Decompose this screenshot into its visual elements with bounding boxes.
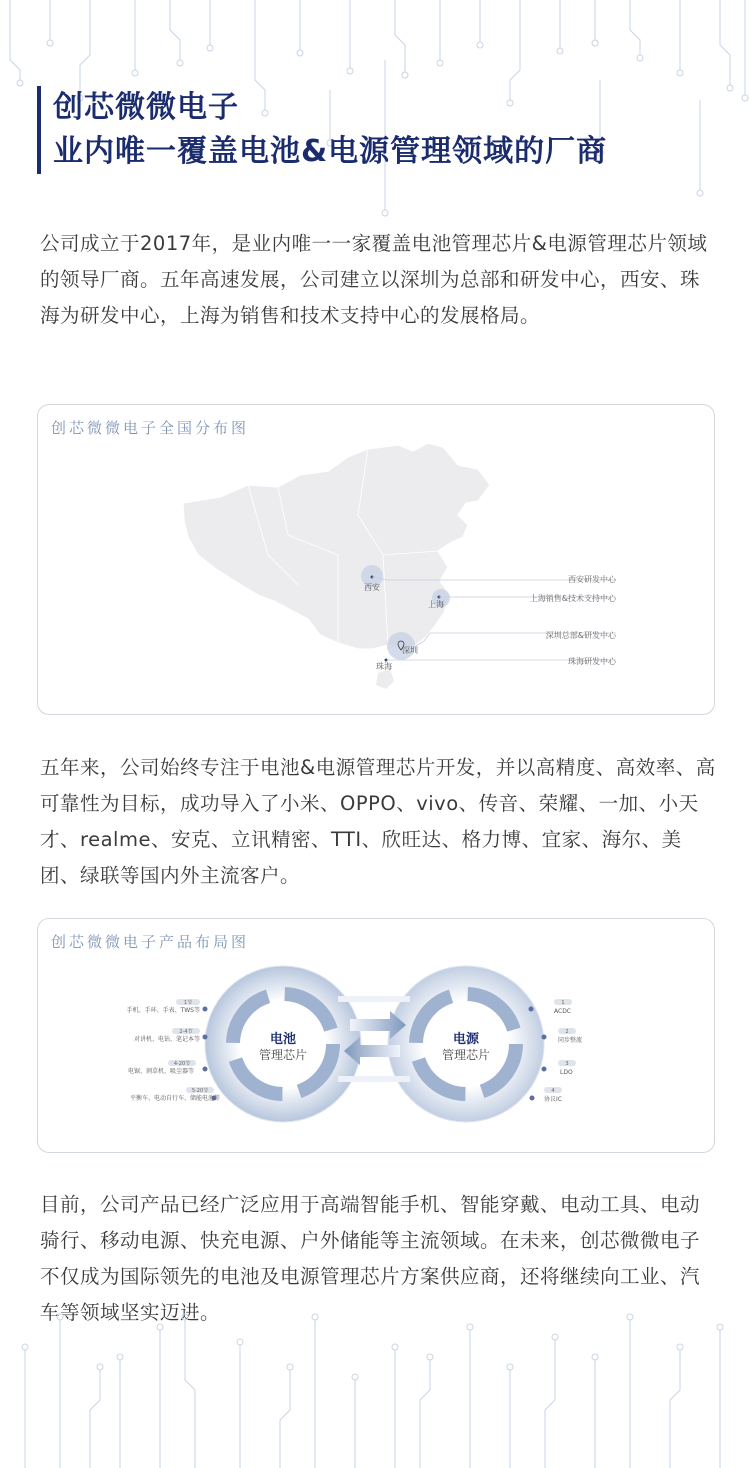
city-label-xian: 西安 — [364, 583, 380, 592]
closing-paragraph: 目前，公司产品已经广泛应用于高端智能手机、智能穿戴、电动工具、电动骑行、移动电源、快充电源、户外储能等主流领域。在未来，创芯微微电子不仅成为国际领先的电池及电源管理芯片方案供应商，还将继续向工业、汽车等领域坚实迈进。 — [40, 1193, 701, 1324]
china-map — [38, 405, 714, 714]
battery-item-4-text: 平衡车、电动自行车、储能电池等 — [129, 1095, 220, 1102]
city-label-shenzhen: 深圳 — [402, 646, 418, 655]
power-item-4-text: 协议IC — [544, 1096, 562, 1103]
power-item-3-badge: 3 — [565, 1061, 569, 1067]
battery-item-1-badge: 1节 — [183, 1000, 193, 1006]
battery-item-4-badge: 5-20节 — [191, 1088, 209, 1094]
page-title — [37, 86, 607, 174]
product-diagram — [38, 919, 714, 1152]
product-layout-card — [37, 918, 715, 1153]
power-item-1-badge: 1 — [561, 1000, 565, 1006]
callout-xian: 西安研发中心 — [568, 575, 616, 584]
product-layout-title: 创芯微微电子产品布局图 — [51, 933, 250, 951]
power-item-4-badge: 4 — [551, 1088, 555, 1094]
callout-shanghai: 上海销售&技术支持中心 — [529, 594, 616, 603]
city-label-shanghai: 上海 — [428, 600, 444, 609]
intro-paragraph: 公司成立于2017年，是业内唯一一家覆盖电池管理芯片&电源管理芯片领域的领导厂商。五年高速发展，公司建立以深圳为总部和研发中心，西安、珠海为研发中心，上海为销售和技术支持中心的发展格局。 — [40, 232, 708, 327]
power-circle-title: 电源 — [452, 1032, 480, 1047]
callout-shenzhen: 深圳总部&研发中心 — [545, 631, 616, 640]
customers-paragraph: 五年来，公司始终专注于电池&电源管理芯片开发，并以高精度、高效率、高可靠性为目标，成功导入了小米、OPPO、vivo、传音、荣耀、一加、小天才、realme、安克、立讯精密、TTI、欣旺达、格力博、宜家、海尔、美团、绿联等国内外主流客户。 — [40, 756, 716, 887]
title-line-1: 创芯微微电子 — [53, 90, 239, 125]
title-line-2: 业内唯一覆盖电池&电源管理领域的厂商 — [53, 134, 608, 169]
battery-item-2-badge: 2-4节 — [179, 1029, 193, 1035]
callout-zhuhai: 珠海研发中心 — [568, 657, 616, 666]
china-map-outline — [183, 443, 490, 649]
battery-item-3-badge: 4-20节 — [173, 1061, 191, 1067]
battery-item-1-text: 手机、手环、手表、TWS等 — [126, 1007, 200, 1014]
power-item-2-text: 同步整流 — [558, 1037, 583, 1044]
battery-item-3-text: 电锯、割草机、吸尘器等 — [127, 1068, 194, 1075]
distribution-map-card — [37, 404, 715, 715]
power-item-1-text: ACDC — [554, 1008, 571, 1015]
power-item-2-badge: 2 — [565, 1029, 569, 1035]
power-item-3-text: LDO — [560, 1069, 573, 1076]
distribution-map-title: 创芯微微电子全国分布图 — [51, 419, 250, 437]
city-label-zhuhai: 珠海 — [376, 662, 392, 671]
battery-circle-subtitle: 管理芯片 — [258, 1048, 308, 1062]
power-circle-subtitle: 管理芯片 — [441, 1048, 491, 1062]
battery-circle-title: 电池 — [269, 1032, 297, 1047]
battery-item-2-text: 对讲机、电钻、笔记本等 — [133, 1036, 200, 1043]
